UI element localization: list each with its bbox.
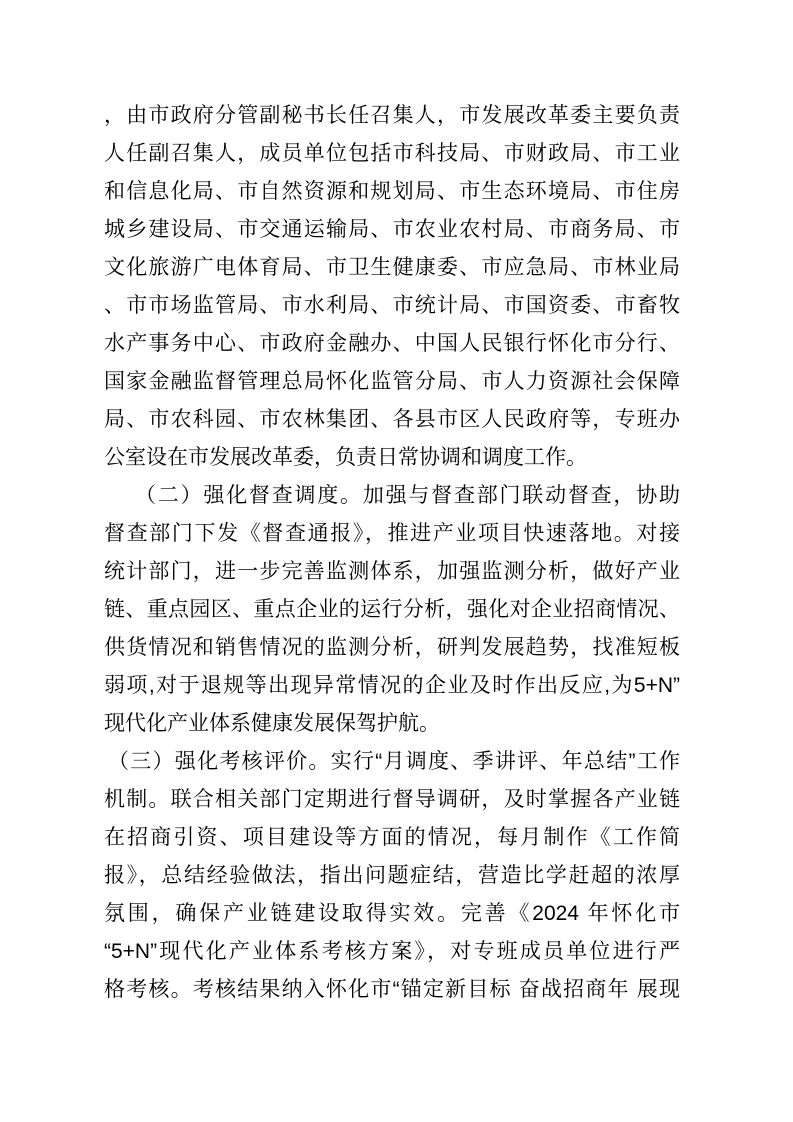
text-line: “5+N”现代化产业体系考核方案》，对专班成员单位进行严 bbox=[104, 940, 680, 963]
text-line: 机制。联合相关部门定期进行督导调研，及时掌握各产业链 bbox=[104, 788, 680, 811]
text-line: 督查部门下发《督查通报》，推进产业项目快速落地。对接 bbox=[104, 522, 680, 545]
paragraph-member-units bbox=[104, 97, 680, 477]
text-line: 在招商引资、项目建设等方面的情况，每月制作《工作简 bbox=[104, 826, 680, 849]
text-line: 报》，总结经验做法，指出问题症结，营造比学赶超的浓厚 bbox=[104, 864, 680, 887]
text-line: 局、市农科园、市农林集团、各县市区人民政府等，专班办 bbox=[104, 408, 680, 431]
text-line: 现代化产业体系健康发展保驾护航。 bbox=[104, 712, 440, 735]
text-line: 供货情况和销售情况的监测分析，研判发展趋势，找准短板 bbox=[104, 636, 680, 659]
document-body bbox=[104, 97, 680, 1009]
text-line: 城乡建设局、市交通运输局、市农业农村局、市商务局、市 bbox=[104, 218, 680, 241]
text-line: 和信息化局、市自然资源和规划局、市生态环境局、市住房 bbox=[104, 180, 680, 203]
text-line: 格考核。考核结果纳入怀化市“锚定新目标 奋战招商年 展现 bbox=[104, 978, 680, 1001]
text-line: （三）强化考核评价。实行“月调度、季讲评、年总结”工作 bbox=[108, 750, 680, 773]
text-line: 氛围，确保产业链建设取得实效。完善《2024 年怀化市 bbox=[104, 902, 680, 925]
text-line: 人任副召集人，成员单位包括市科技局、市财政局、市工业 bbox=[104, 142, 680, 165]
text-line: 公室设在市发展改革委，负责日常协调和调度工作。 bbox=[104, 446, 587, 469]
text-line: 统计部门，进一步完善监测体系，加强监测分析，做好产业 bbox=[104, 560, 680, 583]
text-line: （二）强化督查调度。加强与督查部门联动督查，协助 bbox=[135, 484, 680, 507]
text-line: 文化旅游广电体育局、市卫生健康委、市应急局、市林业局 bbox=[104, 256, 680, 279]
text-line: 链、重点园区、重点企业的运行分析，强化对企业招商情况、 bbox=[104, 598, 680, 621]
text-line: 国家金融监督管理总局怀化监管分局、市人力资源社会保障 bbox=[104, 370, 680, 393]
text-line: 水产事务中心、市政府金融办、中国人民银行怀化市分行、 bbox=[104, 332, 680, 355]
text-line: ，由市政府分管副秘书长任召集人，市发展改革委主要负责 bbox=[104, 104, 680, 127]
text-line: 、市市场监管局、市水利局、市统计局、市国资委、市畜牧 bbox=[104, 294, 680, 317]
paragraph-supervision-dispatch bbox=[104, 477, 680, 743]
paragraph-assessment-evaluation bbox=[104, 743, 680, 1009]
text-line: 弱项,对于退规等出现异常情况的企业及时作出反应,为5+N” bbox=[104, 674, 680, 697]
